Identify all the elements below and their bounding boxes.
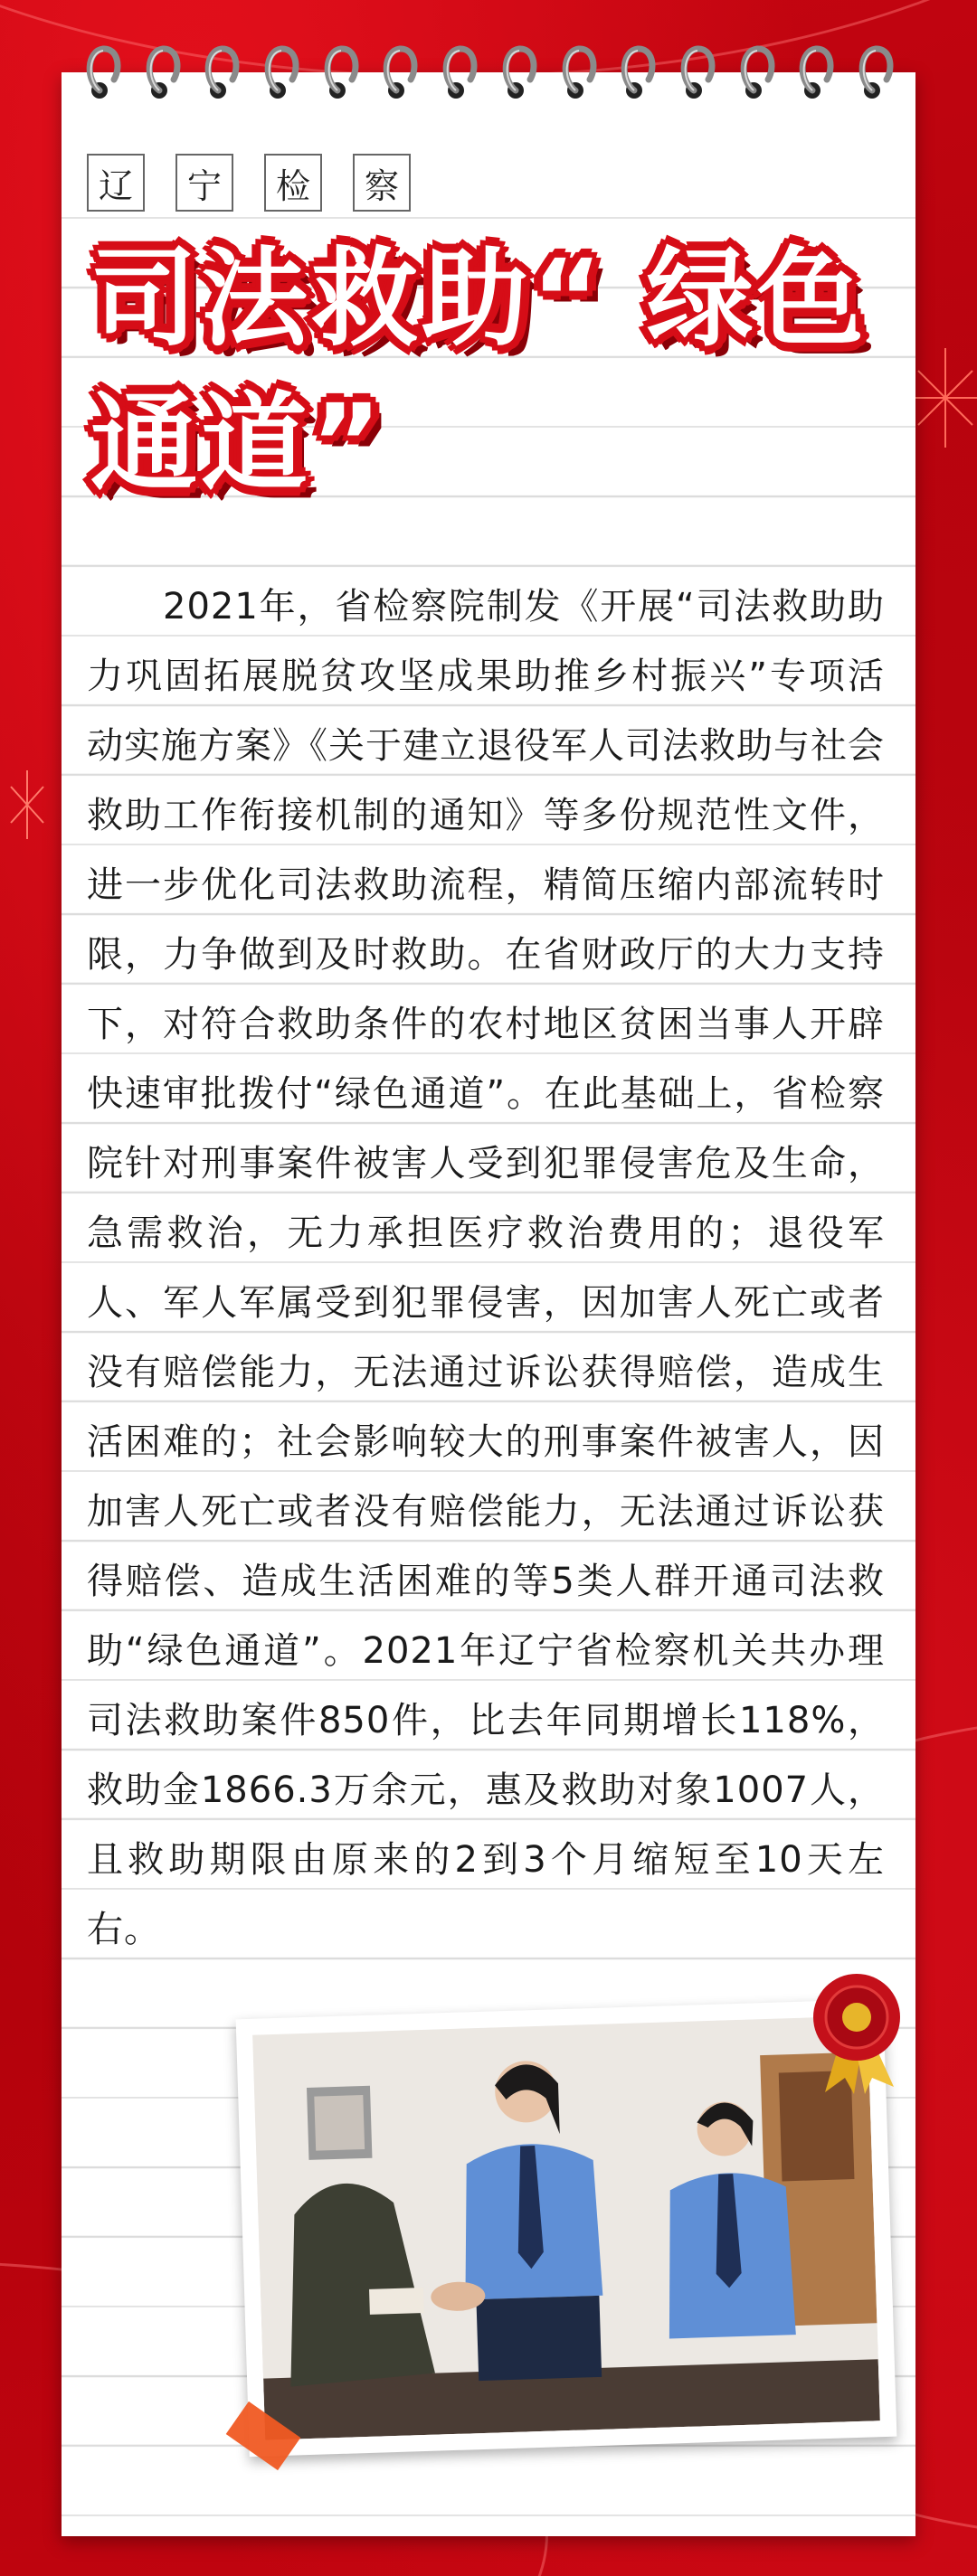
spiral-ring-icon: [676, 43, 717, 114]
headline: [90, 226, 868, 515]
spiral-ring-icon: [141, 43, 183, 114]
spiral-ring-icon: [557, 43, 599, 114]
procurators-visiting-elder-photo: [252, 2015, 880, 2439]
spiral-ring-icon: [378, 43, 420, 114]
article-paragraph: 2021年，省检察院制发《开展“司法救助助力巩固拓展脱贫攻坚成果助推乡村振兴”专项活动实施方案》《关于建立退役军人司法救助与社会救助工作衔接机制的通知》等多份规范性文件，进一步优化司法救助流程，精简压缩内部流转时限，力争做到及时救助。在省财政厅的大力支持下，对符合救助条件的农村地区贫困当事人开辟快速审批拨付“绿色通道”。在此基础上，省检察院针对刑事案件被害人受到犯罪侵害危及生命，急需救治，无力承担医疗救治费用的；退役军人、军人军属受到犯罪侵害，因加害人死亡或者没有赔偿能力，无法通过诉讼获得赔偿，造成生活困难的；社会影响较大的刑事案件被害人，因加害人死亡或者没有赔偿能力，无法通过诉讼获得赔偿、造成生活困难的等5类人群开通司法救助“绿色通道”。2021年辽宁省检察机关共办理司法救助案件850件，比去年同期增长118%，救助金1866.3万余元，惠及救助对象1007人，且救助期限由原来的2到3个月缩短至10天左右。: [87, 586, 885, 1950]
firework-icon: [9, 769, 45, 841]
source-tag: 宁: [175, 154, 233, 212]
photo-illustration: [252, 2015, 880, 2439]
spiral-binding: [81, 43, 896, 125]
spiral-ring-icon: [735, 43, 777, 114]
spiral-ring-icon: [260, 43, 301, 114]
photo-card: [236, 1999, 897, 2457]
spiral-ring-icon: [200, 43, 242, 114]
headline-line-1: 司法救助“ 绿色: [90, 236, 868, 361]
spiral-ring-icon: [794, 43, 836, 114]
spiral-ring-icon: [498, 43, 539, 114]
spiral-ring-icon: [319, 43, 361, 114]
spiral-ring-icon: [854, 43, 896, 114]
spiral-ring-icon: [438, 43, 479, 114]
source-tags: [87, 154, 411, 212]
source-tag: 辽: [87, 154, 145, 212]
source-tag: 察: [353, 154, 411, 212]
spiral-ring-icon: [616, 43, 658, 114]
source-tag: 检: [264, 154, 322, 212]
spiral-ring-icon: [81, 43, 123, 114]
firework-icon: [914, 344, 977, 452]
wax-seal-badge-icon: [807, 1967, 906, 2094]
headline-line-2: 通道”: [90, 381, 385, 505]
